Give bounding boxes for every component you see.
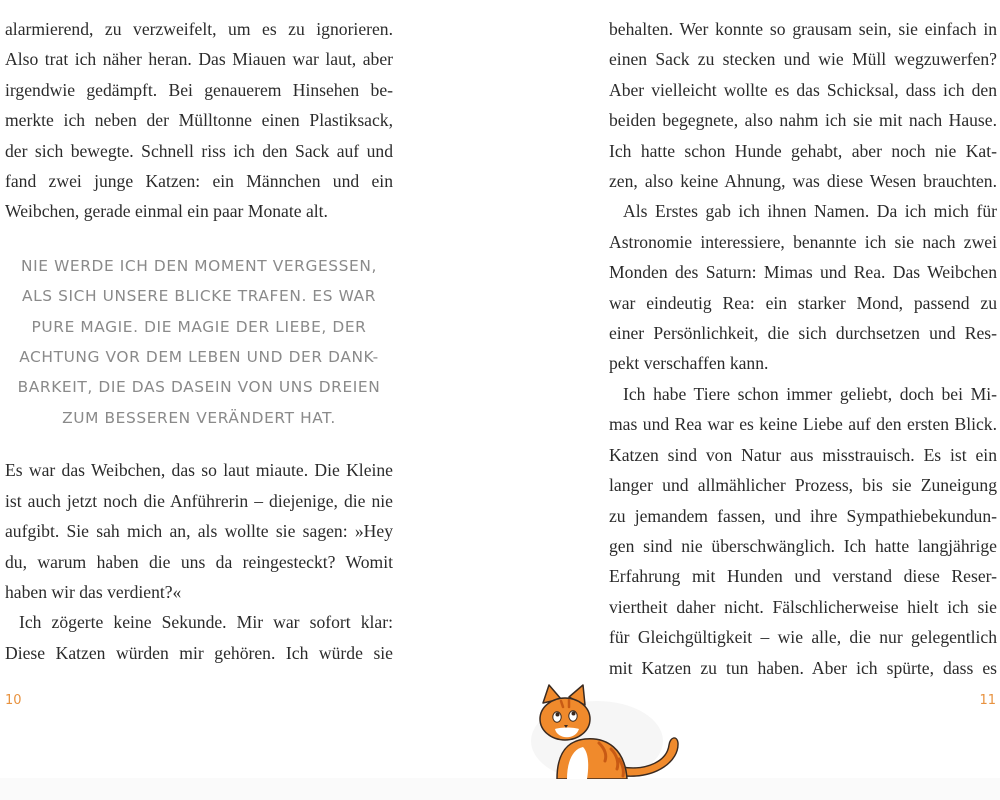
cat-illustration-icon [527, 683, 687, 779]
right-paragraph-1 [609, 14, 997, 196]
text-line: haben wir das verdient?« [5, 581, 182, 602]
text-line: Ich zögerte keine Sekunde. Mir war sofort klar: [19, 612, 393, 633]
text-line: beiden begegnete, also nahm ich sie mit nach Hause. [609, 110, 997, 131]
left-paragraph-2 [5, 455, 393, 607]
text-line: Astronomie interessiere, benannte ich sie nach zwei [609, 231, 997, 252]
text-line: der sich bewegte. Schnell riss ich den Sack auf und [5, 140, 393, 161]
text-line: du, warum haben die uns da reingesteckt? Womit [5, 551, 393, 572]
text-line: ist auch jetzt noch die Anführerin – diejenige, die nie [5, 490, 393, 511]
text-line: Katzen sind von Natur aus misstrauisch. Es ist ein [609, 444, 997, 465]
pull-quote [5, 251, 393, 433]
text-line: fand zwei junge Katzen: ein Männchen und ein [5, 171, 393, 192]
text-line: viertheit daher nicht. Fälschlicherweise hielt ich sie [609, 596, 997, 617]
right-paragraph-3 [609, 379, 997, 683]
text-line: Ich hatte schon Hunde gehabt, aber noch nie Kat- [609, 140, 997, 161]
text-line: war eindeutig Rea: ein starker Mond, passend zu [609, 292, 997, 313]
cat-pupil-right [572, 712, 576, 716]
text-line: Es war das Weibchen, das so laut miaute. Die Kleine [5, 460, 393, 481]
right-page-text [609, 14, 997, 683]
right-paragraph-2 [609, 196, 997, 378]
text-line: merkte ich neben der Mülltonne einen Plastiksack, [5, 110, 393, 131]
text-line: Monden des Saturn: Mimas und Rea. Das Weibchen [609, 262, 997, 283]
page-bottom-band [0, 778, 1000, 800]
text-line: gen sind nie überschwänglich. Ich hatte langjährige [609, 535, 997, 556]
text-line: aufgibt. Sie sah mich an, als wollte sie sagen: »Hey [5, 521, 393, 542]
text-line: behalten. Wer konnte so grausam sein, sie einfach in [609, 19, 997, 39]
page-number-right: 11 [979, 693, 996, 708]
text-line: einen Sack zu stecken und wie Müll wegzuwerfen? [609, 49, 997, 70]
text-line: mit Katzen zu tun haben. Aber ich spürte, dass es [609, 657, 997, 678]
quote-line: ZUM BESSEREN VERÄNDERT HAT. [62, 408, 336, 427]
text-line: langer und allmählicher Prozess, bis sie Zuneigung [609, 475, 997, 496]
text-line: Also trat ich näher heran. Das Miauen war laut, aber [5, 49, 393, 70]
text-line: Erfahrung mit Hunden und verstand diese Reser- [609, 566, 997, 587]
quote-line: BARKEIT, DIE DAS DASEIN VON UNS DREIEN [17, 378, 381, 397]
text-line: zen, also keine Ahnung, was diese Wesen brauchten. [609, 171, 997, 192]
text-line: pekt verschaffen kann. [609, 353, 769, 374]
text-line: mas und Rea war es keine Liebe auf den ersten Blick. [609, 414, 997, 435]
left-page-text [5, 14, 393, 668]
left-paragraph-3 [5, 607, 393, 668]
quote-line: ACHTUNG VOR DEM LEBEN UND DER DANK- [19, 348, 379, 367]
quote-line: ALS SICH UNSERE BLICKE TRAFEN. ES WAR [21, 287, 377, 306]
text-line: für Gleichgültigkeit – wie alle, die nur gelegentlich [609, 627, 997, 648]
quote-line: PURE MAGIE. DIE MAGIE DER LIEBE, DER [31, 317, 367, 336]
quote-line: NIE WERDE ICH DEN MOMENT VERGESSEN, [21, 256, 377, 275]
text-line: Ich habe Tiere schon immer geliebt, doch bei Mi- [623, 383, 997, 404]
text-line: Als Erstes gab ich ihnen Namen. Da ich mich für [623, 201, 997, 222]
text-line: einer Persönlichkeit, die sich durchsetzen und Res- [609, 323, 997, 344]
text-line: Weibchen, gerade einmal ein paar Monate alt. [5, 201, 328, 222]
page-number-left: 10 [5, 693, 22, 708]
cat-pupil-left [556, 713, 560, 717]
text-line: alarmierend, zu verzweifelt, um es zu ignorieren. [5, 19, 393, 39]
left-paragraph-1 [5, 14, 393, 227]
text-line: Diese Katzen würden mir gehören. Ich würde sie [5, 642, 393, 663]
text-line: irgendwie gedämpft. Bei genauerem Hinsehen be- [5, 79, 393, 100]
text-line: Aber vielleicht wollte es das Schicksal, dass ich den [609, 79, 997, 100]
text-line: zu jemandem fassen, und ihre Sympathiebekundun- [609, 505, 997, 526]
